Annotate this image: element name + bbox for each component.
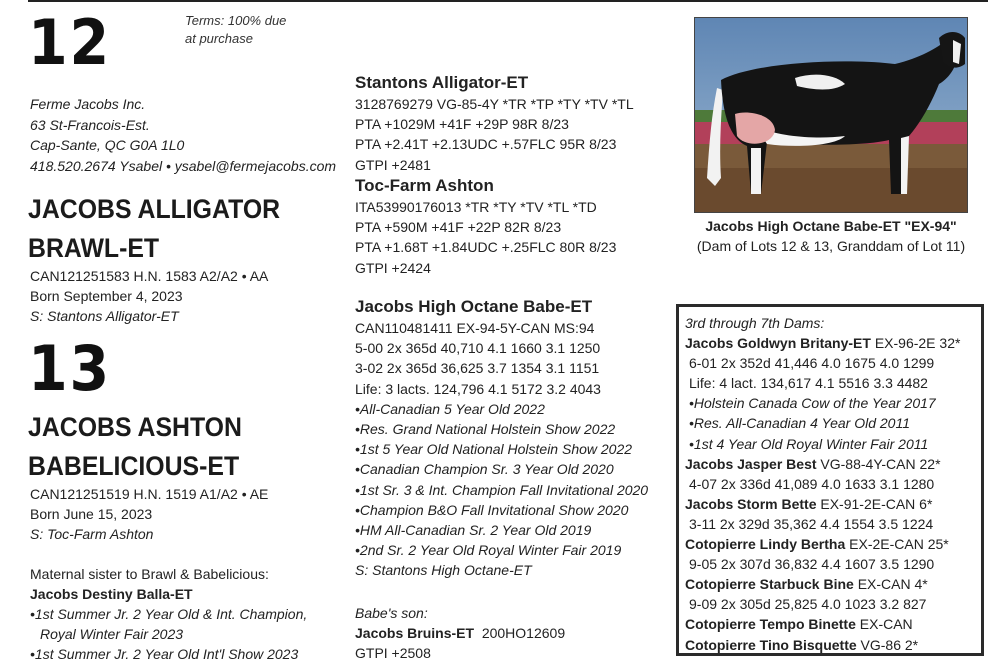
- son-gtpi: GTPI +2508: [355, 645, 431, 662]
- top-rule: [28, 0, 988, 2]
- lot13-sire: S: Toc-Farm Ashton: [30, 526, 154, 542]
- sire1-name: Stantons Alligator-ET: [355, 73, 529, 92]
- dam8-name: Cotopierre Tempo Binette: [685, 616, 856, 633]
- dam6-record: 9-05 2x 307d 36,832 4.4 1607 3.5 1290: [689, 556, 935, 573]
- photo-caption: [690, 216, 972, 256]
- dam9-name: Cotopierre Tino Bisquette: [685, 636, 857, 653]
- lot12-name: [28, 190, 280, 268]
- photo-caption-name: Jacobs High Octane Babe-ET "EX-94": [705, 218, 957, 234]
- dam6-name: Cotopierre Lindy Bertha: [685, 536, 846, 553]
- maternal-award: •1st Summer Jr. 2 Year Old Int'l Show 2023: [30, 646, 299, 662]
- dam-sire: S: Stantons High Octane-ET: [355, 562, 532, 579]
- dam6-score: EX-2E-CAN 25*: [845, 536, 949, 553]
- dam3-award: •1st 4 Year Old Royal Winter Fair 2011: [689, 435, 929, 452]
- dam-award: •HM All-Canadian Sr. 2 Year Old 2019: [355, 522, 592, 539]
- dam3-record: 6-01 2x 352d 41,446 4.0 1675 4.0 1299: [689, 355, 935, 372]
- sire-toc-farm-ashton: [355, 175, 616, 278]
- lot12-birthdate: Born September 4, 2023: [30, 288, 183, 304]
- lot12-sire: S: Stantons Alligator-ET: [30, 308, 179, 324]
- dam-award: •2nd Sr. 2 Year Old Royal Winter Fair 2019: [355, 542, 622, 559]
- breeder-street: 63 St-Francois-Est.: [30, 116, 150, 133]
- dam-award: •1st 5 Year Old National Holstein Show 2022: [355, 441, 633, 458]
- sire1-line: PTA +1029M +41F +29P 98R 8/23: [355, 116, 569, 133]
- dam3-life: Life: 4 lact. 134,617 4.1 5516 3.3 4482: [689, 375, 928, 392]
- sire2-line: PTA +590M +41F +22P 82R 8/23: [355, 219, 562, 236]
- dam5-record: 3-11 2x 329d 35,362 4.4 1554 3.5 1224: [689, 515, 934, 532]
- lot13-name-line1: JACOBS ASHTON: [28, 412, 242, 442]
- lot13-info: [30, 484, 268, 544]
- dam3-score: EX-96-2E 32*: [870, 335, 961, 352]
- lot12-name-line2: BRAWL-ET: [28, 233, 160, 263]
- lot-number-12: 12: [28, 6, 112, 79]
- dams-box: [676, 304, 984, 656]
- dam8-score: EX-CAN: [855, 616, 913, 633]
- dam7-score: EX-CAN 4*: [853, 576, 928, 593]
- dam5-name: Jacobs Storm Bette: [685, 495, 817, 512]
- sire-stantons-alligator: [355, 72, 634, 175]
- maternal-award: Royal Winter Fair 2023: [40, 626, 184, 642]
- dam9-score: VG-86 2*: [856, 636, 919, 653]
- sire2-name: Toc-Farm Ashton: [355, 176, 494, 195]
- dam-award: •All-Canadian 5 Year Old 2022: [355, 400, 545, 417]
- sire2-line: ITA53990176013 *TR *TY *TV *TL *TD: [355, 199, 597, 215]
- photo-caption-note: (Dam of Lots 12 & 13, Granddam of Lot 11): [696, 238, 966, 254]
- sire1-line: PTA +2.41T +2.13UDC +.57FLC 95R 8/23: [355, 136, 617, 153]
- maternal-intro: Maternal sister to Brawl & Babelicious:: [30, 566, 269, 582]
- sire1-line: 3128769279 VG-85-4Y *TR *TP *TY *TV *TL: [355, 96, 634, 112]
- dam-award: •Canadian Champion Sr. 3 Year Old 2020: [355, 461, 614, 478]
- sire1-line: GTPI +2481: [355, 156, 431, 173]
- cow-photo-icon: [695, 18, 967, 212]
- maternal-award: •1st Summer Jr. 2 Year Old & Int. Champion,: [30, 606, 308, 622]
- dam-record: Life: 3 lacts. 124,796 4.1 5172 3.2 4043: [355, 380, 601, 397]
- dam-award: •Res. Grand National Holstein Show 2022: [355, 421, 616, 438]
- dam-name: Jacobs High Octane Babe-ET: [355, 297, 593, 316]
- terms-line: Terms: 100% due: [185, 13, 287, 28]
- dam-registration: CAN110481411 EX-94-5Y-CAN MS:94: [355, 320, 595, 336]
- lot12-info: [30, 266, 268, 326]
- terms-line: at purchase: [185, 31, 253, 46]
- dam3-award: •Holstein Canada Cow of the Year 2017: [689, 395, 936, 412]
- lot12-name-line1: JACOBS ALLIGATOR: [28, 194, 281, 224]
- babes-son: [355, 603, 565, 664]
- dam-high-octane-babe: [355, 296, 648, 581]
- dam7-record: 9-09 2x 305d 25,825 4.0 1023 3.2 827: [689, 596, 927, 613]
- breeder-city: Cap-Sante, QC G0A 1L0: [30, 137, 185, 153]
- dam-record: 3-02 2x 365d 36,625 3.7 1354 3.1 1151: [355, 360, 600, 377]
- son-name: Jacobs Bruins-ET: [355, 625, 475, 642]
- lot-number-13: 13: [28, 332, 112, 405]
- dams-title: 3rd through 7th Dams:: [685, 315, 825, 331]
- lot13-name: [28, 408, 242, 486]
- sire2-line: PTA +1.68T +1.84UDC +.25FLC 80R 8/23: [355, 239, 617, 256]
- lot13-name-line2: BABELICIOUS-ET: [28, 451, 240, 481]
- lot13-registration: CAN121251519 H.N. 1519 A1/A2 • AE: [30, 486, 269, 502]
- breeder-contact: [30, 94, 336, 176]
- dam5-score: EX-91-2E-CAN 6*: [816, 495, 933, 512]
- terms: [185, 12, 286, 48]
- breeder-phone-email: 418.520.2674 Ysabel • ysabel@fermejacobs.com: [30, 157, 337, 174]
- dam-award: •Champion B&O Fall Invitational Show 2020: [355, 501, 629, 518]
- dam3-name: Jacobs Goldwyn Britany-ET: [685, 335, 871, 352]
- breeder-name: Ferme Jacobs Inc.: [30, 96, 146, 112]
- dam-award: •1st Sr. 3 & Int. Champion Fall Invitational 2020: [355, 481, 649, 498]
- maternal-sister-name: Jacobs Destiny Balla-ET: [30, 586, 193, 602]
- son-intro: Babe's son:: [355, 605, 428, 621]
- dam-record: 5-00 2x 365d 40,710 4.1 1660 3.1 1250: [355, 340, 601, 357]
- son-id: 200HO12609: [481, 625, 566, 642]
- dam4-name: Jacobs Jasper Best: [685, 455, 817, 472]
- sire2-line: GTPI +2424: [355, 259, 431, 276]
- lot12-registration: CAN121251583 H.N. 1583 A2/A2 • AA: [30, 268, 269, 284]
- dam4-record: 4-07 2x 336d 41,089 4.0 1633 3.1 1280: [689, 475, 935, 492]
- cow-photo: [694, 17, 968, 213]
- dam3-award: •Res. All-Canadian 4 Year Old 2011: [689, 415, 910, 432]
- dams-list: [679, 307, 981, 655]
- dam7-name: Cotopierre Starbuck Bine: [685, 576, 854, 593]
- lot13-birthdate: Born June 15, 2023: [30, 506, 153, 522]
- dam4-score: VG-88-4Y-CAN 22*: [816, 455, 941, 472]
- maternal-sister: [30, 564, 307, 664]
